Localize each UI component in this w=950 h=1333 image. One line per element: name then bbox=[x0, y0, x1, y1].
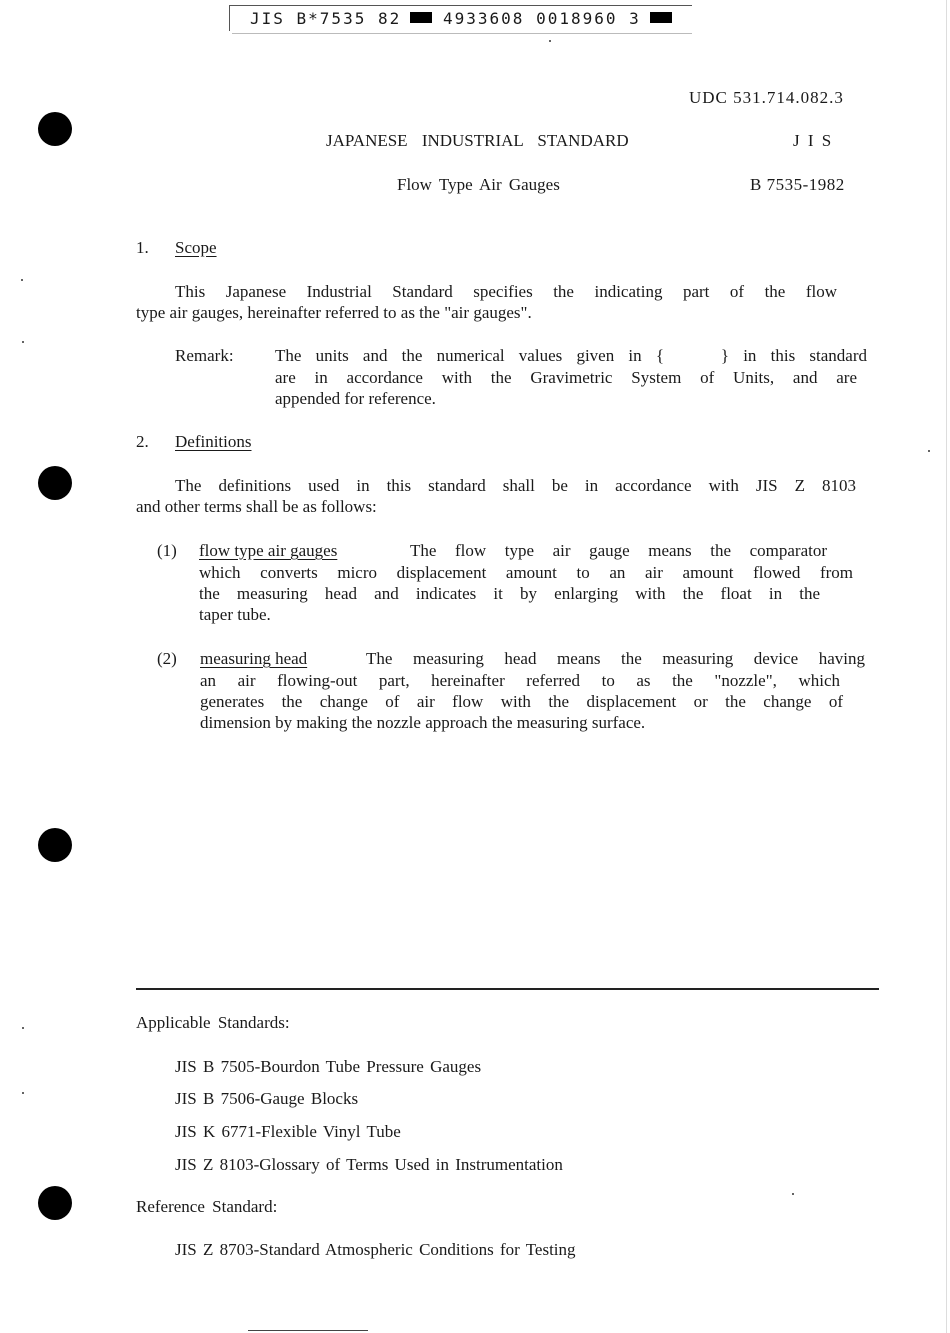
definitions-intro-line: and other terms shall be as follows: bbox=[136, 497, 377, 516]
item-term: flow type air gauges bbox=[199, 541, 338, 560]
scope-paragraph-line: type air gauges, hereinafter referred to as the "air gauges". bbox=[136, 303, 532, 322]
scan-speck bbox=[792, 1193, 794, 1195]
reference-heading: Reference Standard: bbox=[136, 1197, 278, 1216]
item-text-line: which converts micro displacement amount to an air amount flowed from bbox=[199, 563, 853, 582]
scope-paragraph-line: This Japanese Industrial Standard specifies the indicating part of the flow bbox=[175, 282, 837, 301]
item-text-line: The flow type air gauge means the comparator bbox=[410, 541, 827, 560]
header-top-line bbox=[230, 5, 692, 6]
binder-hole-1 bbox=[38, 112, 72, 146]
header-code-left: JIS B*7535 82 bbox=[250, 9, 402, 28]
item-number: (1) bbox=[157, 541, 177, 560]
header-black-block-1 bbox=[410, 12, 432, 23]
section-number: 1. bbox=[136, 238, 149, 257]
header-code-middle: 4933608 0018960 3 bbox=[443, 9, 641, 28]
item-text-line: dimension by making the nozzle approach the measuring surface. bbox=[200, 713, 646, 732]
right-scan-edge bbox=[946, 0, 947, 1333]
header-bottom-line bbox=[232, 33, 692, 34]
scan-speck bbox=[22, 341, 24, 343]
binder-hole-2 bbox=[38, 466, 72, 500]
document-number: B 7535-1982 bbox=[750, 175, 845, 194]
item-text-line: generates the change of air flow with the displacement or the change of bbox=[200, 692, 843, 711]
applicable-heading: Applicable Standards: bbox=[136, 1013, 290, 1032]
header-black-block-2 bbox=[650, 12, 672, 23]
item-term: measuring head bbox=[200, 649, 308, 668]
remark-line: The units and the numerical values given in { } in this standard bbox=[275, 346, 867, 365]
binder-hole-3 bbox=[38, 828, 72, 862]
item-text-line: The measuring head means the measuring device having bbox=[366, 649, 865, 668]
scan-speck bbox=[928, 450, 930, 452]
remark-line: appended for reference. bbox=[275, 389, 436, 408]
applicable-item: JIS K 6771-Flexible Vinyl Tube bbox=[175, 1122, 401, 1141]
applicable-item: JIS Z 8103-Glossary of Terms Used in Instrumentation bbox=[175, 1155, 563, 1174]
bottom-scan-line bbox=[248, 1330, 368, 1331]
scan-speck bbox=[549, 40, 551, 42]
item-text-line: the measuring head and indicates it by enlarging with the float in the bbox=[199, 584, 820, 603]
standard-title: JAPANESE INDUSTRIAL STANDARD bbox=[326, 131, 629, 150]
footnote-separator bbox=[136, 988, 879, 990]
remark-label: Remark: bbox=[175, 346, 234, 365]
remark-line: are in accordance with the Gravimetric System of Units, and are bbox=[275, 368, 857, 387]
scan-speck bbox=[22, 1027, 24, 1029]
item-text-line: taper tube. bbox=[199, 605, 271, 624]
header-left-tick bbox=[229, 5, 230, 31]
item-text-line: an air flowing-out part, hereinafter referred to as the "nozzle", which bbox=[200, 671, 840, 690]
section-title: Scope bbox=[175, 238, 217, 257]
item-number: (2) bbox=[157, 649, 177, 668]
jis-label: J I S bbox=[793, 131, 834, 150]
applicable-item: JIS B 7506-Gauge Blocks bbox=[175, 1089, 359, 1108]
scan-speck bbox=[21, 279, 23, 281]
binder-hole-4 bbox=[38, 1186, 72, 1220]
reference-item: JIS Z 8703-Standard Atmospheric Conditions for Testing bbox=[175, 1240, 576, 1259]
applicable-item: JIS B 7505-Bourdon Tube Pressure Gauges bbox=[175, 1057, 482, 1076]
document-title: Flow Type Air Gauges bbox=[397, 175, 560, 194]
section-title: Definitions bbox=[175, 432, 252, 451]
scan-speck bbox=[22, 1092, 24, 1094]
definitions-intro-line: The definitions used in this standard shall be in accordance with JIS Z 8103 bbox=[175, 476, 856, 495]
udc-number: UDC 531.714.082.3 bbox=[689, 88, 844, 107]
section-number: 2. bbox=[136, 432, 149, 451]
